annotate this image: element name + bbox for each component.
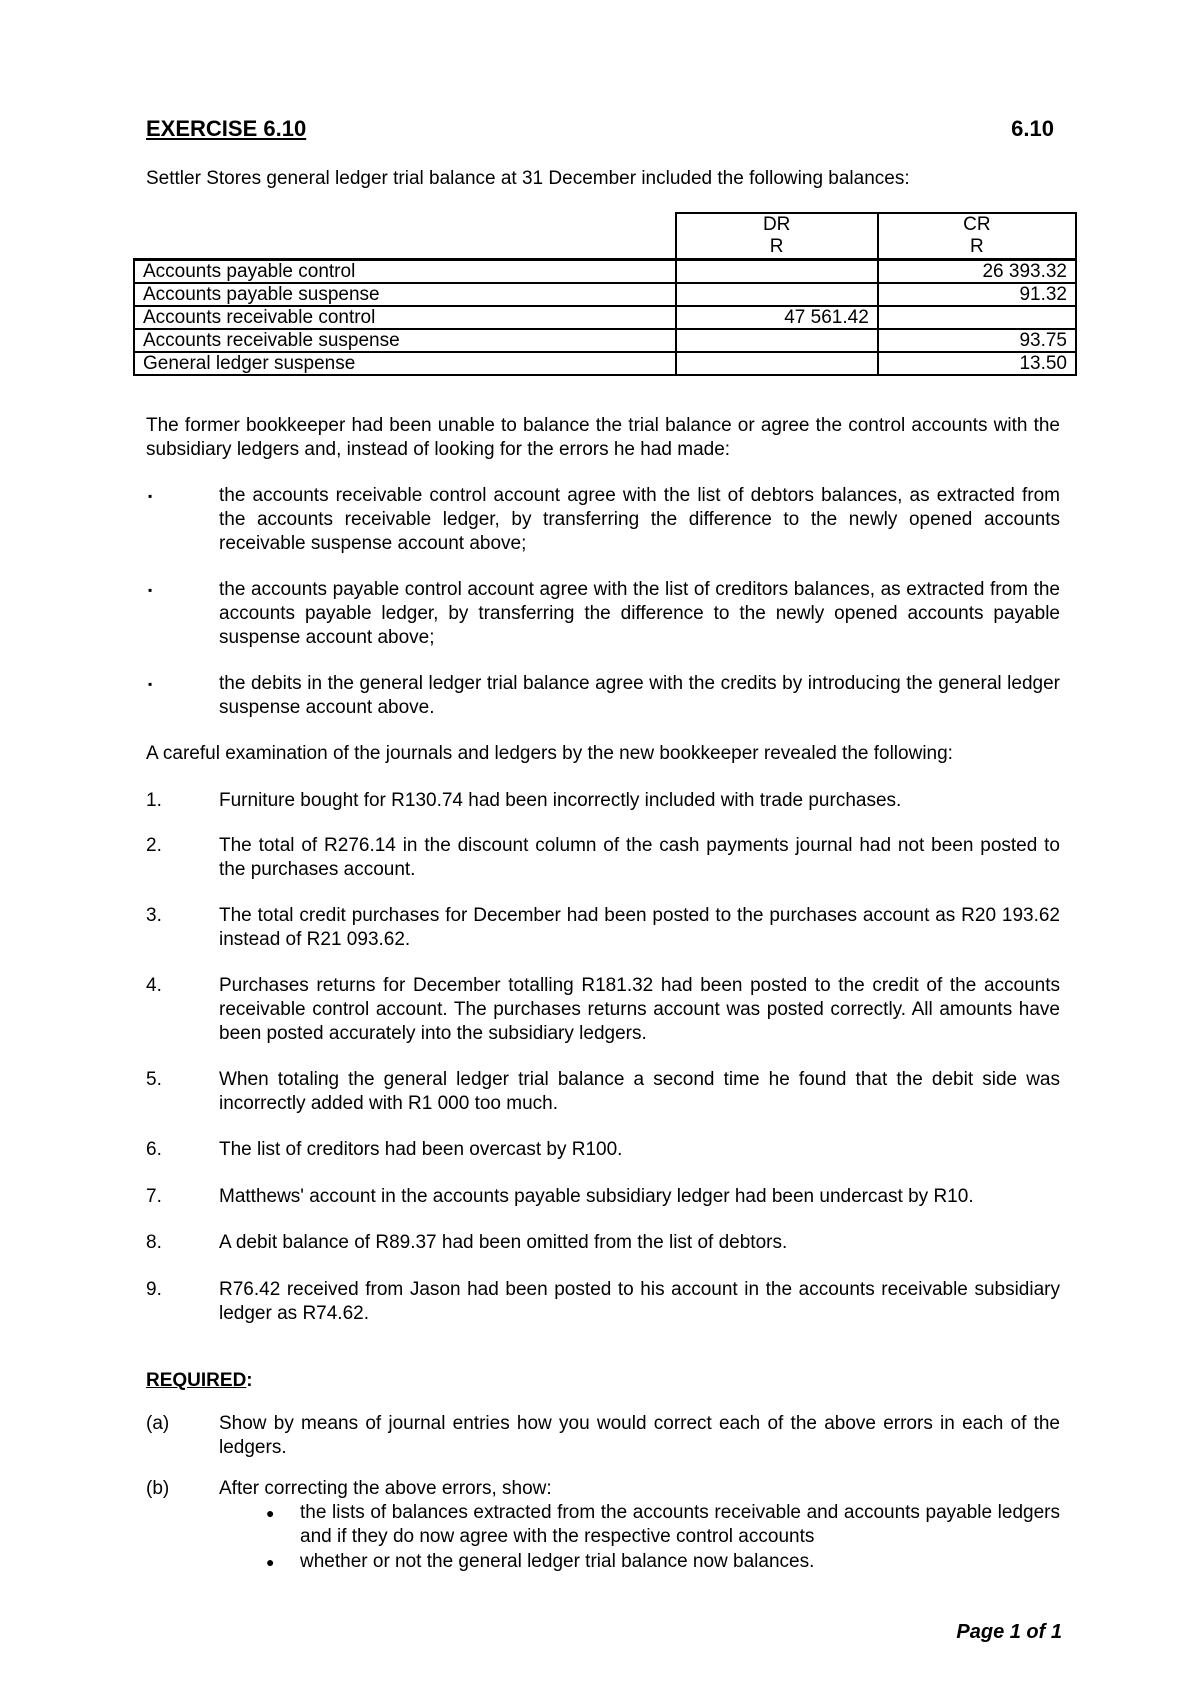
bullet-mark: ▪ [148, 677, 153, 691]
cr-amount: 91.32 [878, 283, 1076, 306]
sub-bullet-mark: ● [266, 1505, 275, 1521]
dr-header [676, 213, 878, 260]
table-row [134, 260, 1076, 284]
part-label: (a) [146, 1413, 170, 1434]
item-number: 8. [146, 1232, 162, 1253]
exercise-title: EXERCISE 6.10 [146, 116, 307, 141]
item-number: 9. [146, 1279, 162, 1300]
account-name: Accounts payable control [134, 260, 676, 284]
cr-amount: 13.50 [878, 352, 1076, 375]
item-number: 5. [146, 1069, 162, 1090]
item-text: The list of creditors had been overcast by R100. [219, 1139, 623, 1160]
account-name: Accounts payable suspense [134, 283, 676, 306]
page-footer: Page 1 of 1 [956, 1621, 1062, 1643]
required-heading [146, 1370, 253, 1392]
dr-amount [676, 352, 878, 375]
intro-text: Settler Stores general ledger trial balance at 31 December included the following balances: [146, 168, 910, 189]
item-number: 7. [146, 1186, 162, 1207]
item-text: R76.42 received from Jason had been posted to his account in the accounts receivable subsidiary ledger as R74.62. [219, 1279, 1060, 1324]
item-text: Furniture bought for R130.74 had been incorrectly included with trade purchases. [219, 790, 902, 811]
account-name: Accounts receivable control [134, 306, 676, 329]
blank-header-cell [134, 213, 676, 260]
required-label: REQUIRED [146, 1370, 247, 1391]
part-text: Show by means of journal entries how you would correct each of the above errors in each of the ledgers. [219, 1413, 1060, 1458]
dr-amount [676, 329, 878, 352]
bullet-text: the accounts receivable control account agree with the list of debtors balances, as extracted from the accounts receivable ledger, by transferring the difference to the newly opened accounts receivable suspense account above; [219, 485, 1060, 554]
dr-unit: R [769, 236, 784, 257]
item-text: The total of R276.14 in the discount column of the cash payments journal had not been posted to the purchases account. [219, 835, 1060, 880]
part-label: (b) [146, 1478, 170, 1499]
dr-amount [676, 283, 878, 306]
bullet-text: the accounts payable control account agree with the list of creditors balances, as extracted from the accounts payable ledger, by transferring the difference to the newly opened accounts payable suspense account above; [219, 579, 1060, 648]
required-colon: : [246, 1370, 253, 1391]
dr-label: DR [762, 214, 791, 235]
item-text: The total credit purchases for December had been posted to the purchases account as R20 193.62 instead of R21 093.62. [219, 905, 1060, 950]
table-row [134, 306, 1076, 329]
cr-label: CR [963, 214, 991, 235]
account-name: General ledger suspense [134, 352, 676, 375]
cr-header [878, 213, 1076, 260]
bullet-text: the debits in the general ledger trial balance agree with the credits by introducing the general ledger suspense account above. [219, 673, 1060, 718]
cr-amount: 26 393.32 [878, 260, 1076, 284]
paragraph-examination: A careful examination of the journals and ledgers by the new bookkeeper revealed the following: [146, 743, 953, 764]
item-number: 1. [146, 790, 162, 811]
item-number: 3. [146, 905, 162, 926]
dr-amount: 47 561.42 [676, 306, 878, 329]
table-row [134, 283, 1076, 306]
bullet-mark: ▪ [148, 489, 153, 503]
trial-balance-table [133, 212, 1077, 376]
table-row [134, 352, 1076, 375]
account-name: Accounts receivable suspense [134, 329, 676, 352]
table-header-row [134, 213, 1076, 260]
bullet-mark: ▪ [148, 583, 153, 597]
item-text: Purchases returns for December totalling R181.32 had been posted to the credit of the accounts receivable control account. The purchases returns account was posted correctly. All amounts have been posted accurately into the subsidiary ledgers. [219, 975, 1060, 1044]
sub-bullet-text: the lists of balances extracted from the accounts receivable and accounts payable ledgers and if they do now agree with the respective control accounts [300, 1502, 1060, 1547]
item-text: When totaling the general ledger trial balance a second time he found that the debit side was incorrectly added with R1 000 too much. [219, 1069, 1060, 1114]
item-number: 6. [146, 1139, 162, 1160]
item-text: A debit balance of R89.37 had been omitted from the list of debtors. [219, 1232, 788, 1253]
item-number: 2. [146, 835, 162, 856]
table-row [134, 329, 1076, 352]
sub-bullet-text: whether or not the general ledger trial balance now balances. [300, 1551, 815, 1572]
cr-amount [878, 306, 1076, 329]
dr-amount [676, 260, 878, 284]
cr-amount: 93.75 [878, 329, 1076, 352]
item-number: 4. [146, 975, 162, 996]
sub-bullet-mark: ● [266, 1554, 275, 1570]
exercise-number: 6.10 [1011, 116, 1054, 141]
part-text: After correcting the above errors, show: [219, 1478, 552, 1499]
paragraph-former-bookkeeper: The former bookkeeper had been unable to balance the trial balance or agree the control accounts with the subsidiary ledgers and, instead of looking for the errors he had made: [146, 415, 1060, 460]
item-text: Matthews' account in the accounts payable subsidiary ledger had been undercast by R10. [219, 1186, 974, 1207]
cr-unit: R [970, 236, 984, 257]
